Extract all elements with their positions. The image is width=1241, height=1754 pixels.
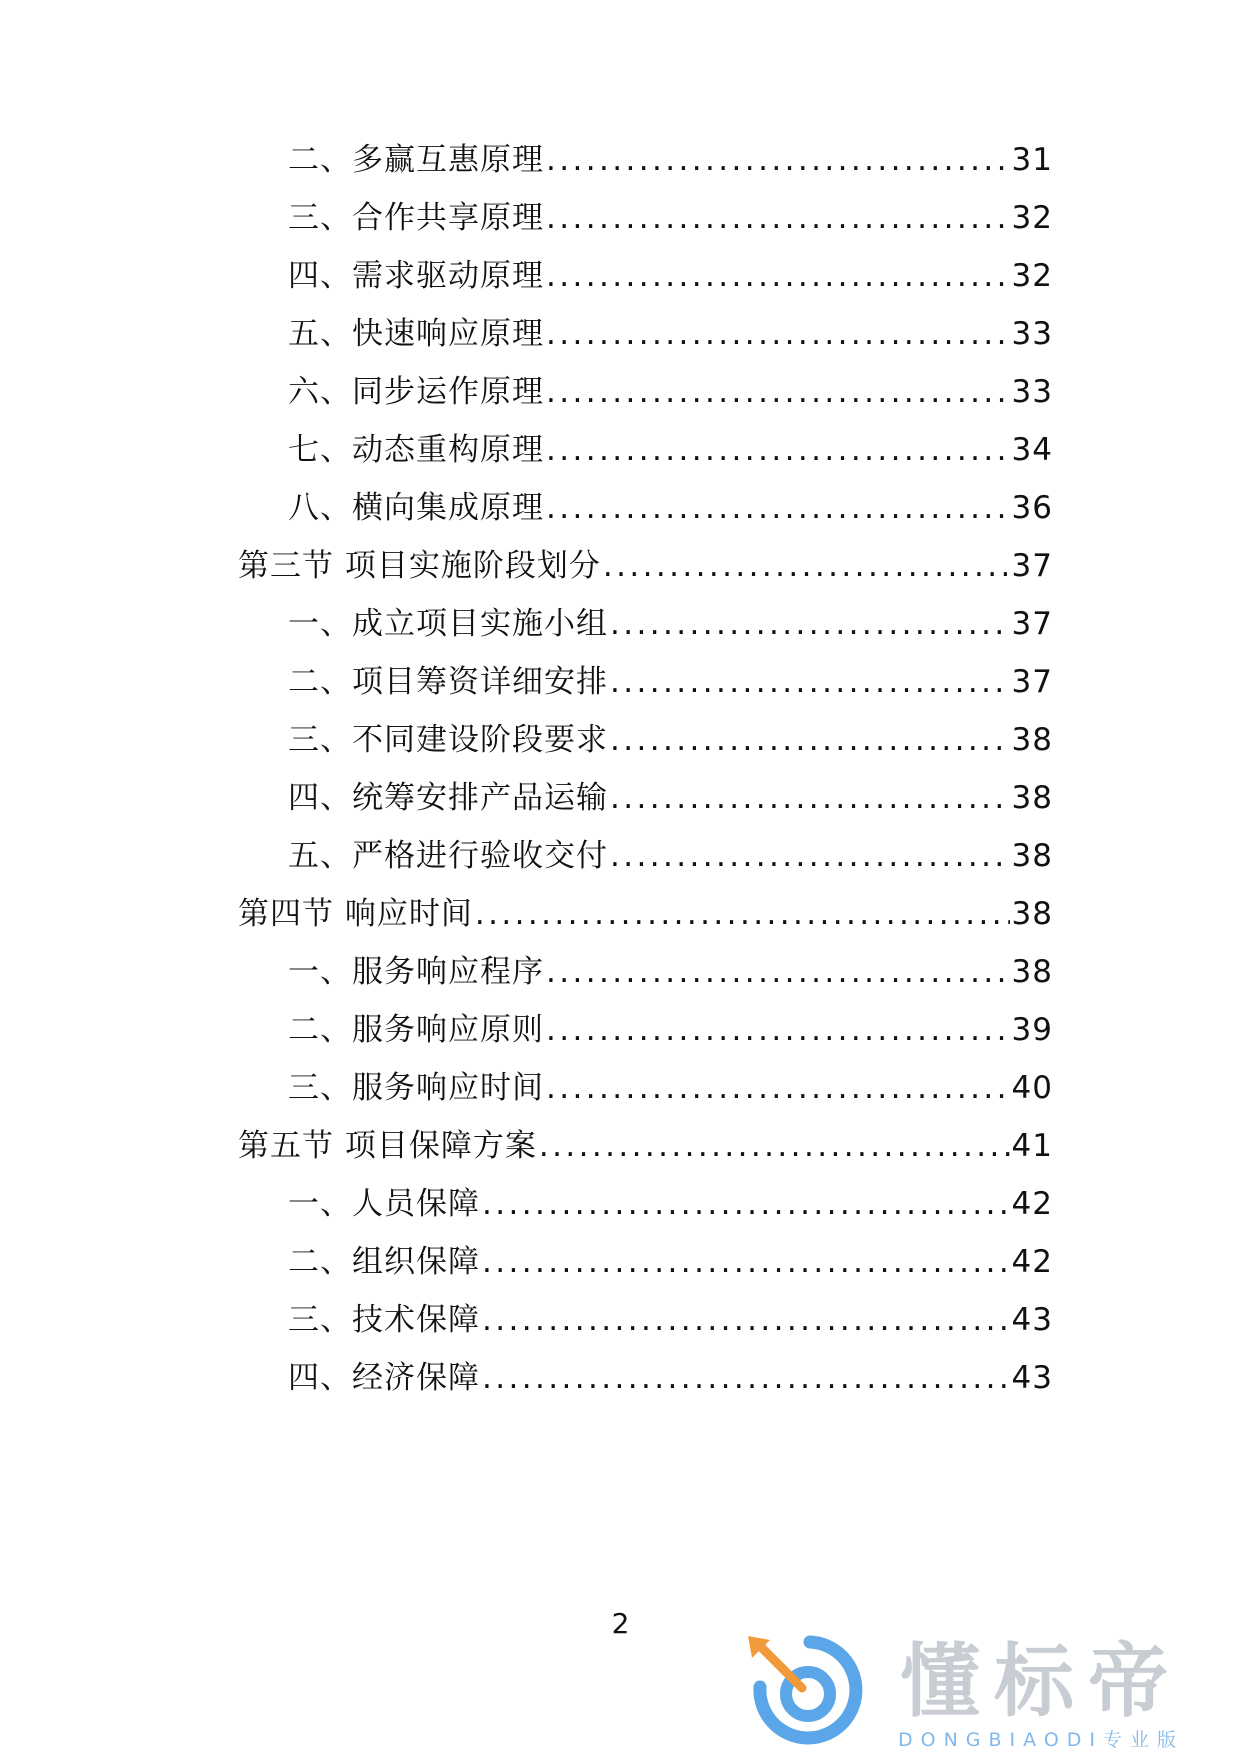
toc-entry-page: 37 [1011, 606, 1053, 642]
toc-entry-title: 一、服务响应程序 [288, 954, 544, 990]
target-arrow-icon [740, 1632, 870, 1754]
toc-dot-leader [546, 367, 1010, 417]
toc-entry-page: 32 [1011, 200, 1053, 236]
toc-entry-title: 四、需求驱动原理 [288, 258, 544, 294]
toc-entry-title: 三、不同建设阶段要求 [288, 722, 608, 758]
toc-entry-title: 七、动态重构原理 [288, 432, 544, 468]
toc-section-entry[interactable] [238, 889, 1053, 939]
toc-entry-title: 一、成立项目实施小组 [288, 606, 608, 642]
toc-entry-title: 二、组织保障 [288, 1244, 480, 1280]
toc-section-entry[interactable] [238, 541, 1053, 591]
toc-entry-page: 38 [1011, 896, 1053, 932]
toc-entry[interactable] [288, 425, 1053, 475]
toc-entry-title: 三、服务响应时间 [288, 1070, 544, 1106]
toc-entry-title: 三、技术保障 [288, 1302, 480, 1338]
toc-entry[interactable] [288, 309, 1053, 359]
toc-dot-leader [539, 1121, 1010, 1171]
toc-entry-title: 四、统筹安排产品运输 [288, 780, 608, 816]
toc-entry[interactable] [288, 1063, 1053, 1113]
toc-entry[interactable] [288, 135, 1053, 185]
toc-dot-leader [482, 1179, 1010, 1229]
toc-entry-page: 33 [1011, 316, 1053, 352]
toc-entry[interactable] [288, 367, 1053, 417]
toc-dot-leader [546, 1005, 1010, 1055]
toc-entry-page: 41 [1011, 1128, 1053, 1164]
toc-entry-page: 38 [1011, 780, 1053, 816]
toc-entry-title: 第四节 响应时间 [238, 896, 473, 932]
toc-entry[interactable] [288, 657, 1053, 707]
toc-entry-page: 43 [1011, 1360, 1053, 1396]
toc-entry-page: 43 [1011, 1302, 1053, 1338]
toc-dot-leader [482, 1237, 1010, 1287]
toc-entry-title: 第五节 项目保障方案 [238, 1128, 537, 1164]
toc-entry-page: 38 [1011, 954, 1053, 990]
toc-dot-leader [610, 599, 1010, 649]
toc-entry[interactable] [288, 1353, 1053, 1403]
toc-entry-title: 二、项目筹资详细安排 [288, 664, 608, 700]
toc-dot-leader [610, 657, 1010, 707]
toc-dot-leader [546, 483, 1010, 533]
toc-entry[interactable] [288, 1295, 1053, 1345]
toc-entry[interactable] [288, 599, 1053, 649]
toc-dot-leader [546, 309, 1010, 359]
toc-entry-title: 五、快速响应原理 [288, 316, 544, 352]
toc-entry-title: 五、严格进行验收交付 [288, 838, 608, 874]
toc-dot-leader [610, 773, 1010, 823]
toc-entry[interactable] [288, 1237, 1053, 1287]
toc-dot-leader [603, 541, 1010, 591]
toc-entry[interactable] [288, 1179, 1053, 1229]
toc-entry-page: 38 [1011, 838, 1053, 874]
toc-dot-leader [482, 1295, 1010, 1345]
toc-entry-page: 42 [1011, 1244, 1053, 1280]
toc-dot-leader [546, 251, 1010, 301]
toc-entry-title: 八、横向集成原理 [288, 490, 544, 526]
toc-entry-title: 二、服务响应原则 [288, 1012, 544, 1048]
toc-dot-leader [482, 1353, 1010, 1403]
watermark-subtitle: DONGBIAODI专业版 [898, 1729, 1185, 1751]
toc-entry[interactable] [288, 947, 1053, 997]
toc-dot-leader [546, 135, 1010, 185]
toc-entry[interactable] [288, 193, 1053, 243]
toc-entry-title: 四、经济保障 [288, 1360, 480, 1396]
toc-entry-title: 六、同步运作原理 [288, 374, 544, 410]
toc-dot-leader [546, 425, 1010, 475]
toc-entry-page: 31 [1011, 142, 1053, 178]
toc-dot-leader [546, 193, 1010, 243]
toc-entry-page: 38 [1011, 722, 1053, 758]
toc-entry[interactable] [288, 773, 1053, 823]
toc-entry-page: 32 [1011, 258, 1053, 294]
toc-dot-leader [475, 889, 1010, 939]
watermark [740, 1632, 1241, 1754]
page-number: 2 [611, 1607, 630, 1640]
toc-entry-title: 一、人员保障 [288, 1186, 480, 1222]
toc-dot-leader [610, 831, 1010, 881]
toc-entry-title: 第三节 项目实施阶段划分 [238, 548, 601, 584]
toc-entry[interactable] [288, 1005, 1053, 1055]
toc-dot-leader [546, 947, 1010, 997]
toc-entry[interactable] [288, 483, 1053, 533]
toc-entry[interactable] [288, 715, 1053, 765]
toc-entry-page: 36 [1011, 490, 1053, 526]
toc-entry[interactable] [288, 831, 1053, 881]
toc-entry[interactable] [288, 251, 1053, 301]
toc-section-entry[interactable] [238, 1121, 1053, 1171]
toc-entry-title: 三、合作共享原理 [288, 200, 544, 236]
toc-entry-page: 33 [1011, 374, 1053, 410]
toc-entry-page: 39 [1011, 1012, 1053, 1048]
toc-entry-page: 42 [1011, 1186, 1053, 1222]
toc-entry-page: 37 [1011, 664, 1053, 700]
toc-entry-page: 34 [1011, 432, 1053, 468]
toc-dot-leader [546, 1063, 1010, 1113]
toc-dot-leader [610, 715, 1010, 765]
toc-entry-title: 二、多赢互惠原理 [288, 142, 544, 178]
toc-entry-page: 37 [1011, 548, 1053, 584]
toc-entry-page: 40 [1011, 1070, 1053, 1106]
watermark-brand: 懂标帝 [900, 1635, 1182, 1728]
